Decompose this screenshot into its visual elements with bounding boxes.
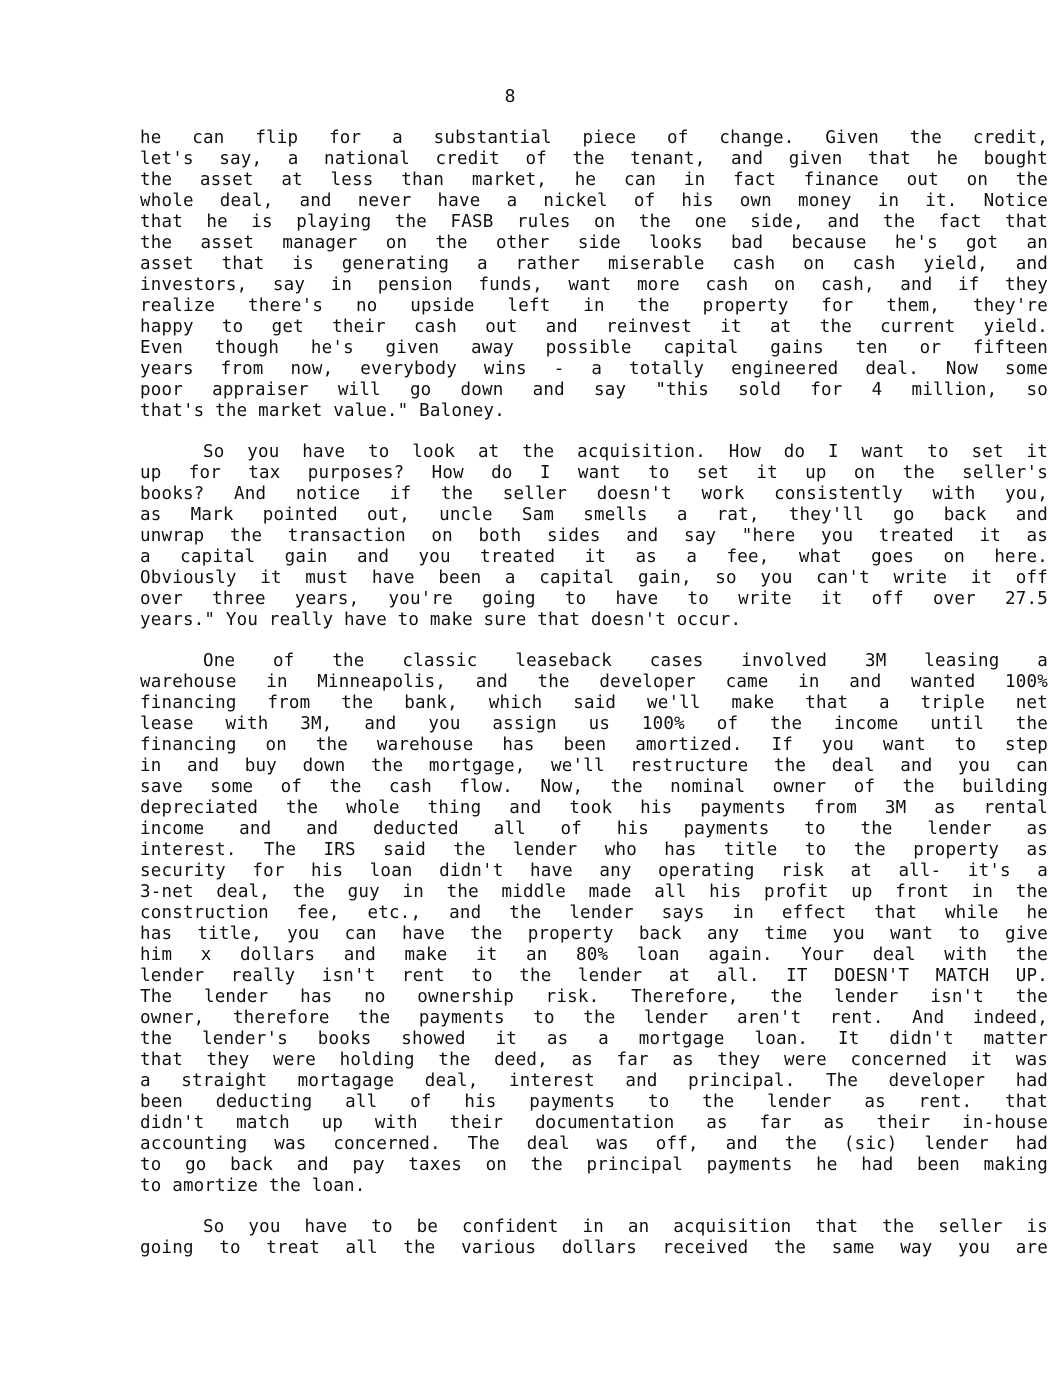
text-line: owner, therefore the payments to the lender aren't rent. And indeed, (140, 1008, 1048, 1028)
text-line: that's the market value." Baloney. (140, 401, 506, 421)
text-line: whole deal, and never have a nickel of his own money in it. Notice (140, 191, 1048, 211)
text-line: happy to get their cash out and reinvest it at the current yield. (140, 317, 1048, 337)
text-line: a capital gain and you treated it as a fee, what goes on here. (140, 547, 1048, 567)
text-line: books? And notice if the seller doesn't work consistently with you, (140, 484, 1048, 504)
text-line: depreciated the whole thing and took his payments from 3M as rental (140, 798, 1048, 818)
text-line: up for tax purposes? How do I want to set it up on the seller's (140, 463, 1048, 483)
paragraph (140, 1217, 1048, 1259)
text-line: the lender's books showed it as a mortgage loan. It didn't matter (140, 1029, 1048, 1049)
text-line: So you have to look at the acquisition. How do I want to set it (203, 442, 1048, 462)
paragraph (140, 442, 1048, 631)
text-line: has title, you can have the property back any time you want to give (140, 924, 1048, 944)
text-line: a straight mortagage deal, interest and principal. The developer had (140, 1071, 1048, 1091)
text-line: accounting was concerned. The deal was off, and the (sic) lender had (140, 1134, 1048, 1154)
text-line: investors, say in pension funds, want more cash on cash, and if they (140, 275, 1048, 295)
text-line: in and buy down the mortgage, we'll restructure the deal and you can (140, 756, 1048, 776)
text-line: as Mark pointed out, uncle Sam smells a rat, they'll go back and (140, 505, 1048, 525)
text-line: the asset at less than market, he can in fact finance out on the (140, 170, 1048, 190)
text-line: So you have to be confident in an acquisition that the seller is (203, 1217, 1048, 1237)
text-line: One of the classic leaseback cases involved 3M leasing a (203, 651, 1048, 671)
text-line: the asset manager on the other side looks bad because he's got an (140, 233, 1048, 253)
text-line: that he is playing the FASB rules on the one side, and the fact that (140, 212, 1048, 232)
text-line: construction fee, etc., and the lender says in effect that while he (140, 903, 1048, 923)
text-line: Obviously it must have been a capital gain, so you can't write it off (140, 568, 1048, 588)
page-number: 8 (504, 86, 516, 107)
paragraph (140, 128, 1048, 422)
text-line: didn't match up with their documentation as far as their in-house (140, 1113, 1048, 1133)
text-line: to go back and pay taxes on the principal payments he had been making (140, 1155, 1048, 1175)
text-line: unwrap the transaction on both sides and say "here you treated it as (140, 526, 1048, 546)
text-line: warehouse in Minneapolis, and the developer came in and wanted 100% (140, 672, 1048, 692)
text-line: to amortize the loan. (140, 1176, 366, 1196)
text-line: 3-net deal, the guy in the middle made all his profit up front in the (140, 882, 1048, 902)
text-line: financing from the bank, which said we'll make that a triple net (140, 693, 1048, 713)
text-line: poor appraiser will go down and say "this sold for 4 million, so (140, 380, 1048, 400)
document-body (140, 128, 1048, 1279)
text-line: security for his loan didn't have any operating risk at all- it's a (140, 861, 1048, 881)
text-line: lender really isn't rent to the lender at all. IT DOESN'T MATCH UP. (140, 966, 1048, 986)
text-line: financing on the warehouse has been amortized. If you want to step (140, 735, 1048, 755)
text-line: going to treat all the various dollars received the same way you are (140, 1238, 1048, 1258)
text-line: interest. The IRS said the lender who has title to the property as (140, 840, 1048, 860)
text-line: over three years, you're going to have to write it off over 27.5 (140, 589, 1048, 609)
text-line: The lender has no ownership risk. Therefore, the lender isn't the (140, 987, 1048, 1007)
text-line: him x dollars and make it an 80% loan again. Your deal with the (140, 945, 1048, 965)
text-line: lease with 3M, and you assign us 100% of the income until the (140, 714, 1048, 734)
text-line: years from now, everybody wins - a totally engineered deal. Now some (140, 359, 1048, 379)
text-line: been deducting all of his payments to the lender as rent. that (140, 1092, 1048, 1112)
text-line: income and and deducted all of his payments to the lender as (140, 819, 1048, 839)
text-line: let's say, a national credit of the tenant, and given that he bought (140, 149, 1048, 169)
text-line: Even though he's given away possible capital gains ten or fifteen (140, 338, 1048, 358)
text-line: he can flip for a substantial piece of change. Given the credit, (140, 128, 1048, 148)
text-line: that they were holding the deed, as far as they were concerned it was (140, 1050, 1048, 1070)
text-line: asset that is generating a rather miserable cash on cash yield, and (140, 254, 1048, 274)
text-line: save some of the cash flow. Now, the nominal owner of the building (140, 777, 1048, 797)
text-line: realize there's no upside left in the property for them, they're (140, 296, 1048, 316)
paragraph (140, 651, 1048, 1197)
text-line: years." You really have to make sure that doesn't occur. (140, 610, 742, 630)
